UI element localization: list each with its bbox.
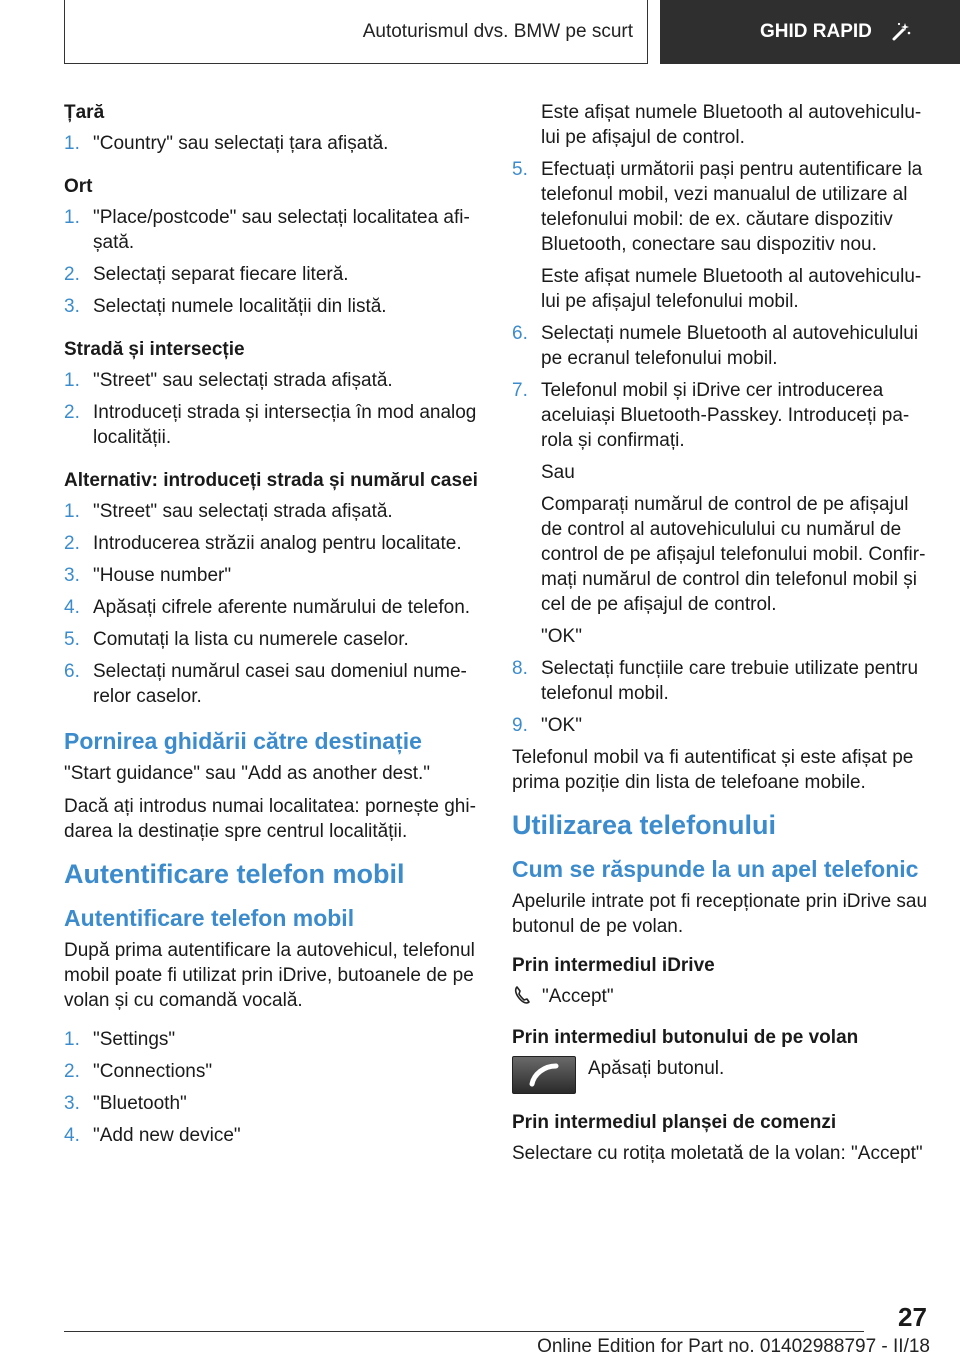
steps-autentificare [64, 1027, 484, 1148]
paragraph: După prima autentificare la autovehicul, telefonul mobil poate fi utilizat prin iDrive, butoanele de pe volan și cu comandă vocală. [64, 940, 475, 1011]
right-column [512, 100, 932, 1180]
list-item: 1. "Place/postcode" sau selectați localitatea afișată. [64, 207, 470, 253]
steps-tara [64, 131, 484, 156]
subheading-tara: Țară [64, 102, 105, 123]
heading-autentificare: Autentificare telefon mobil [64, 859, 405, 889]
subheading-alternativ: Alternativ: introduceți strada și numărul casei [64, 470, 478, 491]
paragraph: "Start guidance" sau "Add as another dest." [64, 763, 431, 784]
subheading-autentificare: Autentificare telefon mobil [64, 905, 355, 931]
paragraph: "OK" [541, 626, 582, 647]
phone-handset-button-icon [512, 1056, 576, 1094]
paragraph: Comparați numărul de control de pe afișajul de control al autovehiculului cu numărul de control de pe afișajul telefonului mobil. Confirmați numărul de control din telefonul mobil și cel de pe afișajul de control. [541, 494, 926, 615]
list-item: 8. Selectați funcțiile care trebuie utilizate pentru telefonul mobil. [512, 658, 919, 704]
paragraph: Telefonul mobil va fi autentificat și este afișat pe prima poziție din lista de telefoane mobile. [512, 747, 914, 793]
steps-pairing [512, 157, 932, 257]
section-tab [660, 0, 960, 64]
steps-pairing-cont [512, 321, 932, 453]
list-item: 1. "Street" sau selectați strada afișată. [64, 370, 393, 391]
paragraph: Este afișat numele Bluetooth al autovehiculului pe afișajul de control. [541, 102, 922, 148]
list-item: 1. "Country" sau selectați țara afișată. [64, 133, 389, 154]
phone-icon [512, 984, 534, 1006]
idrive-accept-text: "Accept" [542, 986, 614, 1007]
steps-pairing-end [512, 656, 932, 738]
idrive-accept-line [512, 984, 932, 1009]
list-item: 2. "Connections" [64, 1061, 213, 1082]
subheading-strada: Stradă și intersecție [64, 339, 245, 360]
list-item: 4. Apăsați cifrele aferente numărului de telefon. [64, 597, 471, 618]
list-item: 3. "Bluetooth" [64, 1093, 187, 1114]
running-header [64, 0, 648, 64]
subheading-plansa: Prin intermediul planșei de comenzi [512, 1112, 837, 1133]
list-item: 6. Selectați numele Bluetooth al autovehiculului pe ecranul telefonului mobil. [512, 323, 919, 369]
subheading-volan: Prin intermediul butonului de pe volan [512, 1027, 859, 1048]
list-item: 2. Introducerea străzii analog pentru localitate. [64, 533, 462, 554]
volan-button-line [512, 1056, 932, 1094]
steps-strada [64, 368, 484, 450]
paragraph: Este afișat numele Bluetooth al autovehiculului pe afișajul telefonului mobil. [541, 266, 922, 312]
page-number: 27 [898, 1302, 927, 1332]
list-item: 5. Efectuați următorii pași pentru autentificare la telefonul mobil, vezi manualul de utilizare al telefonului mobil: de ex. căutare dispozitiv Bluetooth, conectare sau dispozitiv nou. [512, 159, 923, 255]
footer-edition: Online Edition for Part no. 01402988797 - II/18 [537, 1336, 930, 1357]
subheading-ort: Ort [64, 176, 93, 197]
list-item: 5. Comutați la lista cu numerele caselor. [64, 629, 409, 650]
list-item: 2. Selectați separat fiecare literă. [64, 264, 349, 285]
heading-utilizarea: Utilizarea telefonului [512, 810, 777, 840]
footer-divider [64, 1331, 864, 1332]
list-item: 1. "Settings" [64, 1029, 176, 1050]
list-item: 3. "House number" [64, 565, 232, 586]
list-item: 9. "OK" [512, 715, 582, 736]
heading-pornirea: Pornirea ghidării către destinație [64, 728, 422, 754]
steps-alternativ [64, 499, 484, 709]
list-item: 4. "Add new device" [64, 1125, 241, 1146]
subheading-apel: Cum se răspunde la un apel telefonic [512, 856, 919, 882]
list-item: 6. Selectați numărul casei sau domeniul numerelor caselor. [64, 661, 467, 707]
list-item: 7. Telefonul mobil și iDrive cer introducerea aceluiași Bluetooth-Passkey. Introduceți parola și confirmați. [512, 380, 910, 451]
subheading-idrive: Prin intermediul iDrive [512, 955, 715, 976]
paragraph: Selectare cu rotița moletată de la volan: "Accept" [512, 1143, 923, 1164]
left-column [64, 100, 484, 1166]
magic-wand-icon [890, 21, 912, 43]
paragraph: Sau [541, 462, 575, 483]
volan-button-text: Apăsați butonul. [588, 1058, 725, 1079]
section-label: GHID RAPID [760, 21, 872, 42]
list-item: 3. Selectați numele localității din listă. [64, 296, 387, 317]
list-item: 2. Introduceți strada și intersecția în mod analog localității. [64, 402, 477, 448]
list-item: 1. "Street" sau selectați strada afișată. [64, 501, 393, 522]
steps-ort [64, 205, 484, 319]
header-title: Autoturismul dvs. BMW pe scurt [362, 20, 633, 42]
paragraph: Dacă ați introdus numai localitatea: pornește ghidarea la destinație spre centrul localității. [64, 796, 476, 842]
paragraph: Apelurile intrate pot fi recepționate prin iDrive sau butonul de pe volan. [512, 891, 928, 937]
